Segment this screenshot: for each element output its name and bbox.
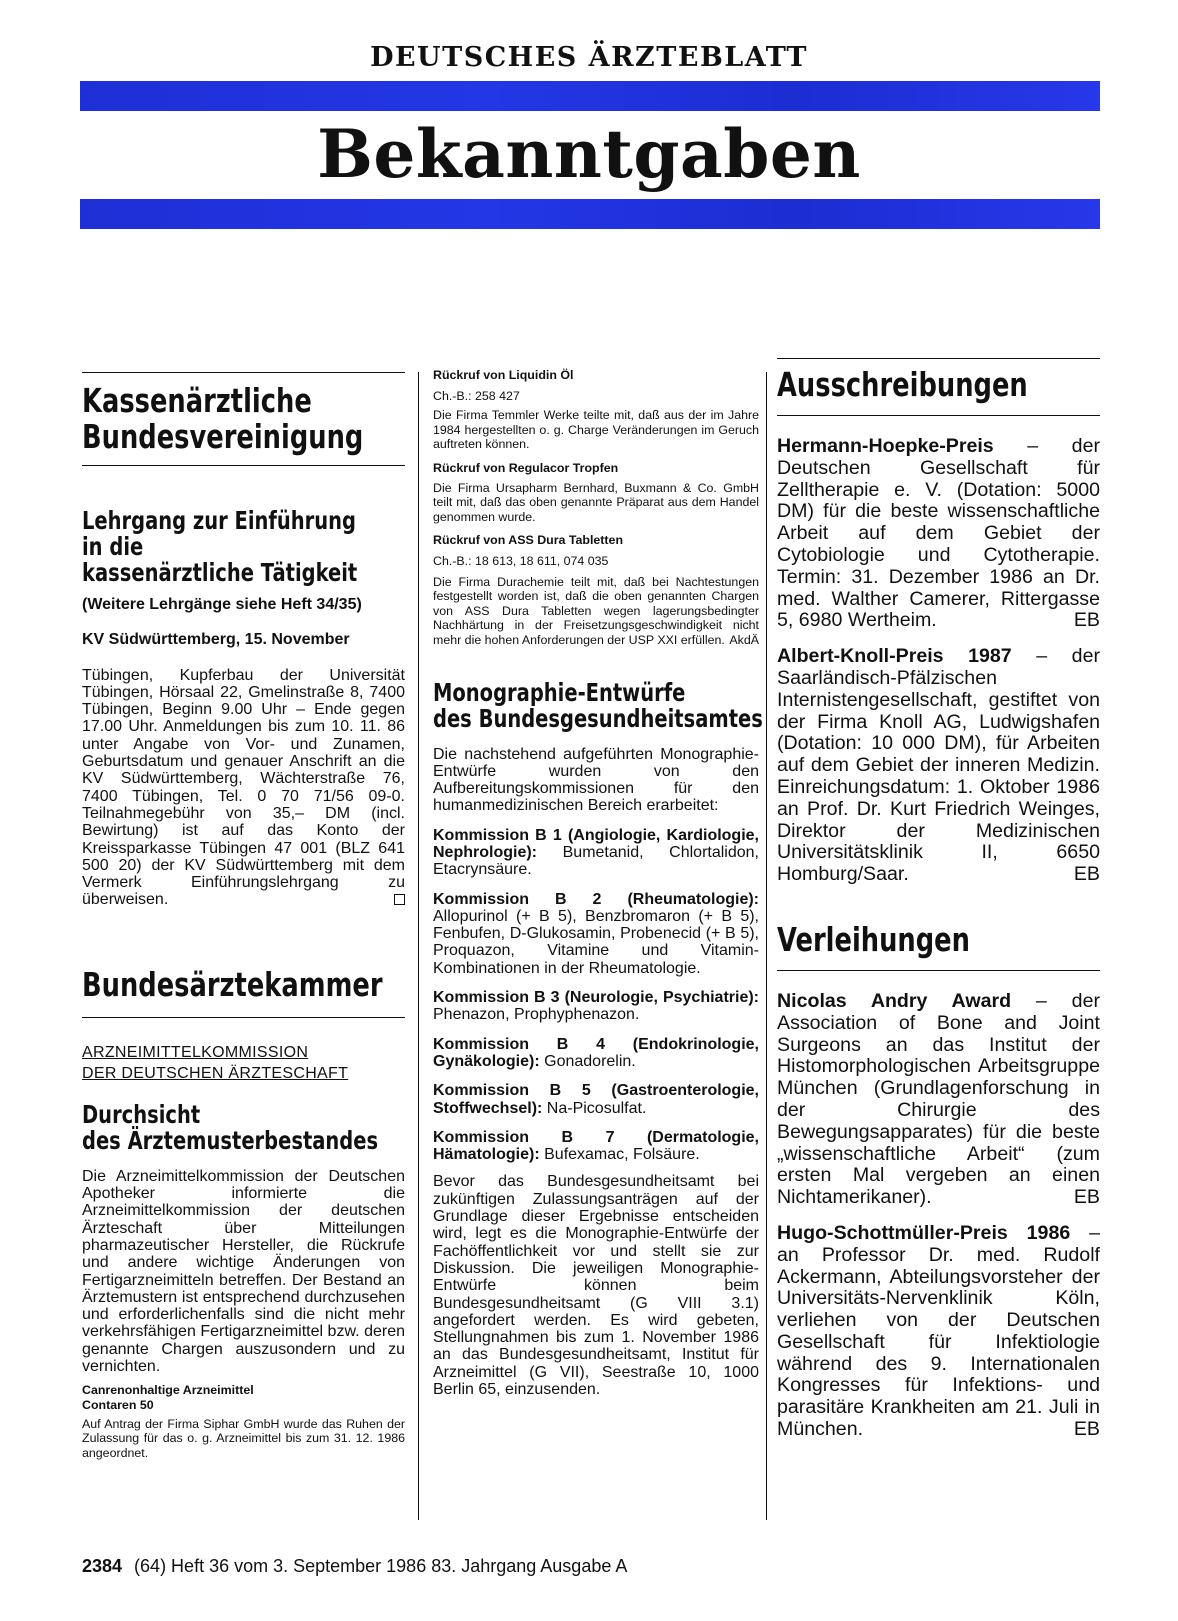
commission-entry: Kommission B 3 (Neurologie, Psychiatrie): Phenazon, Prophyphenazon. (433, 989, 759, 1024)
course-note: (Weitere Lehrgänge siehe Heft 34/35) (82, 596, 362, 613)
commission-entry: Kommission B 1 (Angiologie, Kardiologie, Nephrologie): Bumetanid, Chlortalidon, Etacrynsäure. (433, 826, 759, 879)
liquidin-title: Rückruf von Liquidin Öl (433, 368, 574, 382)
column-divider (418, 372, 419, 1520)
mono-closing: Bevor das Bundesgesundheitsamt bei zukünftigen Zulassungsanträgen auf der Grundlage dieser Ergebnisse entscheiden wird, legt es die Monographie-Entwürfe der Fachöffentlichkeit vor und stellt sie zur Diskussion. Die jeweiligen Monographie-Entwürfe können beim Bundesgesundheitsamt (G VIII 3.1) angefordert werden. Es wird gebeten, Stellungnahmen bis zum 1. November 1986 an das Bundesgesundheitsamt, Institut für Arzneimittel (G VII), Seestraße 10, 1000 Berlin 65, einzusenden. (433, 1173, 759, 1398)
column-middle (433, 368, 763, 1398)
course-title: Lehrgang zur Einführung in die kassenärztliche Tätigkeit (82, 506, 358, 587)
schottmueller-entry: Hugo-Schottmüller-Preis 1986 – an Professor Dr. med. Rudolf Ackermann, Abteilungsvorsteher der Universitäts-Nervenklinik Köln, verliehen von der Deutschen Gesellschaft für Infektiologie während des 9. Internationalen Kongresses für Infektions- und parasitäre Krankheiten am 21. Juli in München. EB (777, 1221, 1101, 1441)
ausschreibungen-heading: Ausschreibungen (777, 365, 1028, 404)
bak-heading: Bundesärztekammer (82, 964, 383, 1004)
page-number: 2384 (82, 1556, 123, 1576)
mono-intro: Die nachstehend aufgeführten Monographie-Entwürfe wurden von den Aufbereitungskommissionen für den humanmedizinischen Bereich erarbeitet: (433, 745, 759, 815)
commission-entry: Kommission B 2 (Rheumatologie): Allopurinol (+ B 5), Benzbromaron (+ B 5), Fenbufen, D-Glukosamin, Probenecid (+ B 5), Proquazon, Vitamine und Vitamin-Kombinationen in der Rheumatologie. (433, 890, 759, 977)
ass-sign: AkdÄ (729, 632, 759, 647)
masthead: DEUTSCHES ÄRZTEBLATT (370, 42, 808, 73)
commission-entry: Kommission B 4 (Endokrinologie, Gynäkologie): Gonadorelin. (433, 1035, 759, 1070)
page-footer (82, 1556, 627, 1577)
commission-entry: Kommission B 5 (Gastroenterologie, Stoffwechsel): Na-Picosulfat. (433, 1082, 759, 1117)
verleihungen-heading: Verleihungen (777, 919, 970, 959)
canren-text: Auf Antrag der Firma Siphar GmbH wurde das Ruhen der Zulassung für das o. g. Arzneimittel bis zum 31. 12. 1986 angeordnet. (82, 1416, 405, 1460)
commission-list (433, 827, 759, 1164)
course-place: KV Südwürttemberg, 15. November (82, 631, 350, 649)
issue-info: (64) Heft 36 vom 3. September 1986 83. Jahrgang Ausgabe A (134, 1556, 628, 1576)
durchsicht-text: Die Arzneimittelkommission der Deutschen Apotheker informierte die Arzneimittelkommission der deutschen Ärzteschaft über Mitteilungen pharmazeutischer Hersteller, die Rückrufe und andere wichtige Änderungen von Fertigarzneimitteln betreffen. Der Bestand an Ärztemustern ist entsprechend durchzusehen und erforderlichenfalls sind die nicht mehr verkehrsfähigen Fertigarzneimittel bzw. deren genannte Chargen auszusondern und zu vernichten. (82, 1167, 405, 1376)
liquidin-charge: Ch.-B.: 258 427 (433, 388, 520, 403)
regulacor-text: Die Firma Ursapharm Bernhard, Buxmann & Co. GmbH teilt mit, daß das oben genannte Präparat aus dem Handel genommen wurde. (433, 480, 759, 524)
ass-text: Die Firma Durachemie teilt mit, daß bei Nachtestungen festgestellt worden ist, daß die oben genannten Chargen von ASS Dura Tabletten wegen lagerungsbedingter Nachhärtung in der Freisetzungsgeschwindigkeit nicht mehr die hohen Anforderungen der USP XXI erfüllen. AkdÄ (433, 574, 759, 647)
column-divider (766, 372, 767, 1520)
column-right (777, 358, 1100, 1441)
andry-entry: Nicolas Andry Award – der Association of Bone and Joint Surgeons an das Institut der Histomorphologischen Arbeitsgruppe München (Grundlagenforschung in der Chirurgie des Bewegungsapparates) für die beste „wissenschaftliche Arbeit“ (zum ersten Mal vergeben an einen Nichtamerikaner). EB (777, 989, 1100, 1209)
knoll-entry: Albert-Knoll-Preis 1987 – der Saarländisch-Pfälzischen Internistengesellschaft, gestiftet von der Firma Knoll AG, Ludwigshafen (Dotation: 10 000 DM), für Arbeiten auf dem Gebiet der inneren Medizin. Einreichungsdatum: 1. Oktober 1986 an Prof. Dr. Kurt Friedrich Weinges, Direktor der Medizinischen Universitätsklinik II, 6650 Homburg/Saar. EB (777, 645, 1100, 886)
mono-title: Monographie-Entwürfe des Bundesgesundheitsamtes (433, 677, 763, 733)
end-square-icon (394, 894, 405, 905)
blue-band-bottom (80, 199, 1100, 229)
canren-title: Canrenonhaltige Arzneimittel Contaren 50 (82, 1383, 254, 1412)
section-title: Bekanntgaben (317, 115, 861, 193)
column-left (82, 372, 405, 1460)
liquidin-text: Die Firma Temmler Werke teilte mit, daß aus der im Jahre 1984 hergestellten o. g. Charge Veränderungen im Geruch auftreten können. (433, 408, 759, 452)
akdae-label: ARZNEIMITTELKOMMISSION DER DEUTSCHEN ÄRZTESCHAFT (82, 1043, 349, 1082)
commission-entry: Kommission B 7 (Dermatologie, Hämatologie): Bufexamac, Folsäure. (433, 1128, 759, 1164)
kbv-heading: Kassenärztliche Bundesvereinigung (82, 381, 364, 456)
ass-charge: Ch.-B.: 18 613, 18 611, 074 035 (433, 553, 609, 568)
blue-band-top (80, 81, 1100, 111)
durchsicht-title: Durchsicht des Ärztemusterbestandes (82, 1099, 379, 1155)
hoepke-entry: Hermann-Hoepke-Preis – der Deutschen Gesellschaft für Zelltherapie e. V. (Dotation: 5000 DM) für die beste wissenschaftliche Arbeit auf dem Gebiet der Cytobiologie und Cytotherapie. Termin: 31. Dezember 1986 an Dr. med. Walther Camerer, Rittergasse 5, 6980 Wertheim. EB (777, 435, 1100, 632)
course-text: Tübingen, Kupferbau der Universität Tübingen, Hörsaal 22, Gmelinstraße 8, 7400 Tübingen, Beginn 9.00 Uhr – Ende gegen 17.00 Uhr. Anmeldungen bis zum 10. 11. 86 unter Angabe von Vor- und Zunamen, Geburtsdatum und genauer Anschrift an die KV Südwürttemberg, Wächterstraße 76, 7400 Tübingen, Tel. 0 70 71/56 09-0. Teilnahmegebühr von 35,– DM (incl. Bewirtung) ist auf das Konto der Kreissparkasse Tübingen 47 001 (BLZ 641 500 20) der KV Südwürttemberg mit dem Vermerk Einführungslehrgang zu überweisen. (82, 666, 405, 909)
ass-title: Rückruf von ASS Dura Tabletten (433, 533, 624, 548)
regulacor-title: Rückruf von Regulacor Tropfen (433, 460, 619, 475)
